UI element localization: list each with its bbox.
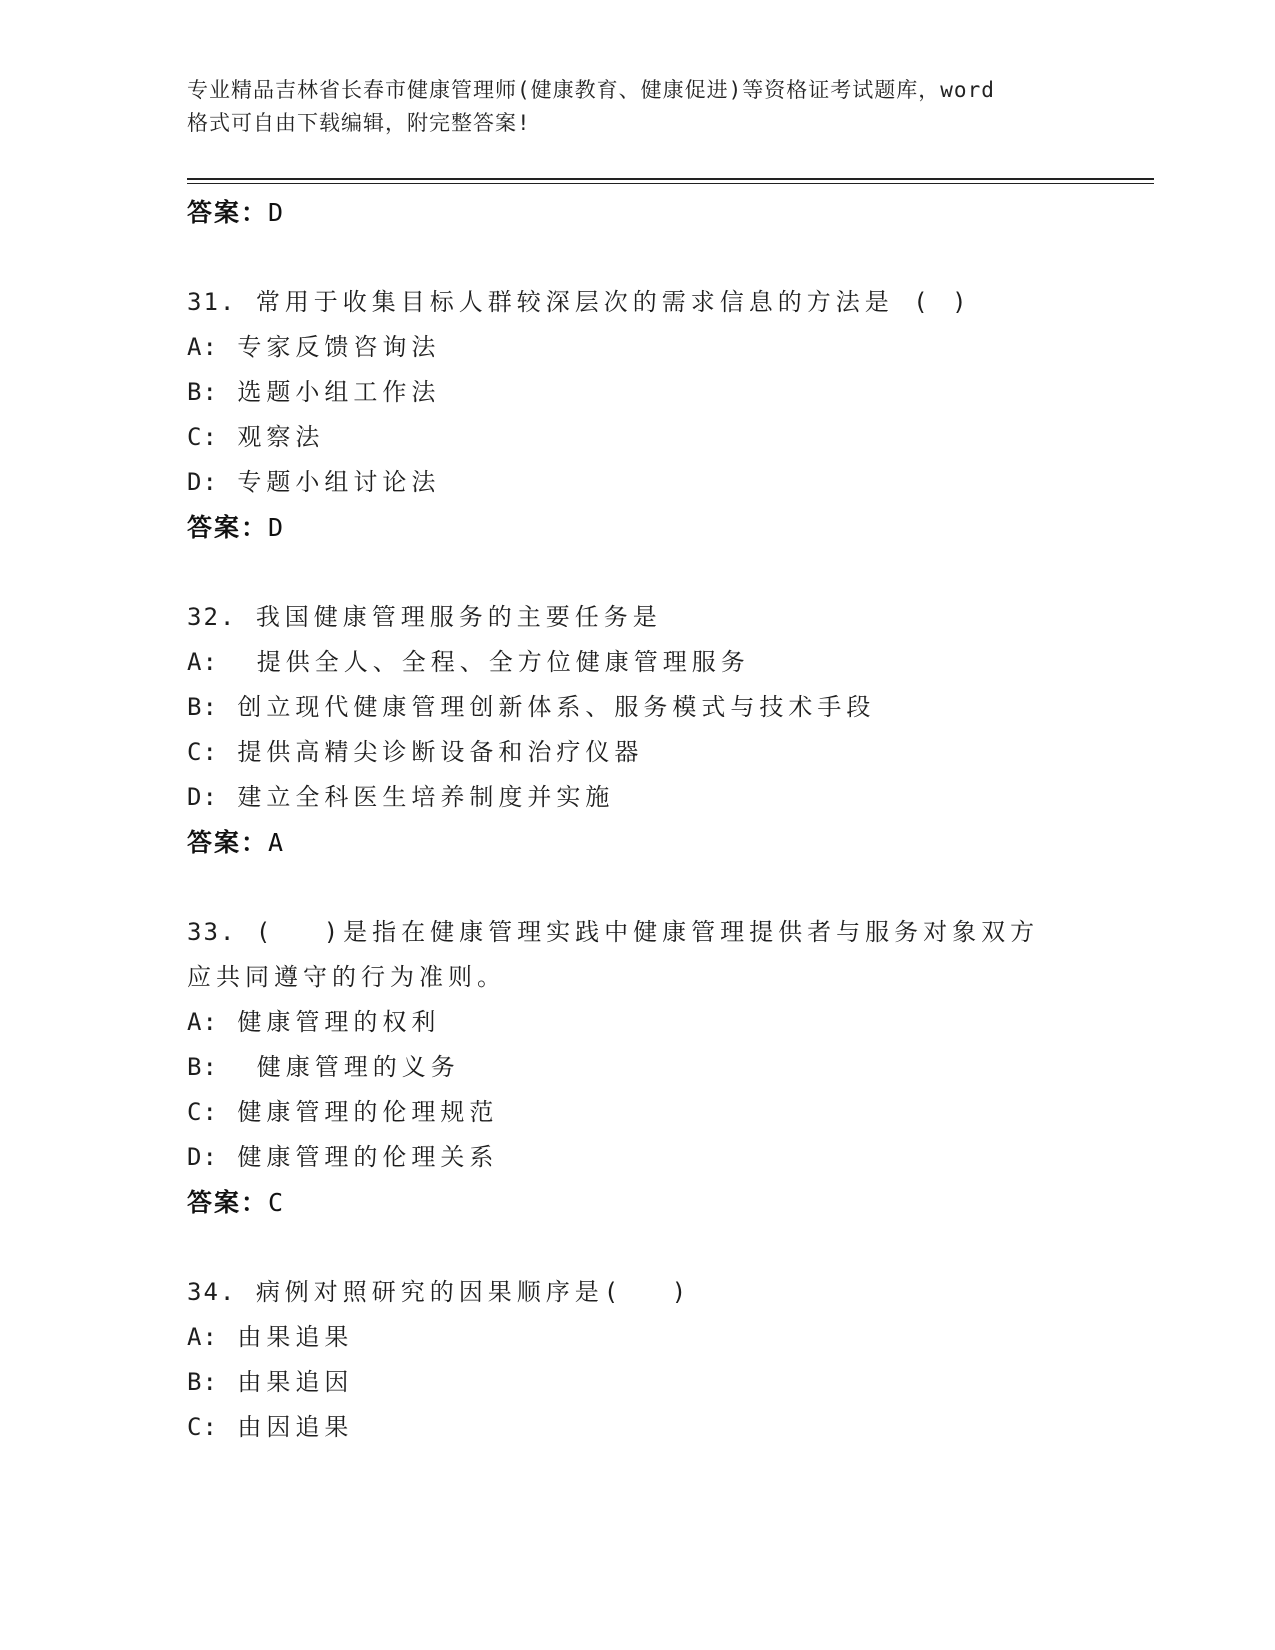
option-text: 选题小组工作法 bbox=[237, 378, 441, 406]
option-c bbox=[187, 1405, 1147, 1450]
option-a bbox=[187, 325, 1147, 370]
question-stem bbox=[187, 1270, 1147, 1315]
question-spacer bbox=[187, 236, 1147, 280]
option-text: 专家反馈咨询法 bbox=[237, 333, 441, 361]
option-key: B: bbox=[187, 693, 218, 721]
answer-value: D bbox=[268, 198, 286, 227]
answer-label: 答案： bbox=[187, 513, 269, 542]
option-c bbox=[187, 415, 1147, 460]
question-spacer bbox=[187, 1226, 1147, 1270]
option-b bbox=[187, 370, 1147, 415]
option-b bbox=[187, 1360, 1147, 1405]
question-number: 34. bbox=[187, 1278, 237, 1306]
answer-value: D bbox=[268, 513, 286, 542]
option-b bbox=[187, 1045, 1147, 1090]
option-key: C: bbox=[187, 1413, 218, 1441]
option-key: C: bbox=[187, 738, 218, 766]
question-list bbox=[187, 190, 1147, 1450]
option-d bbox=[187, 1135, 1147, 1180]
header-divider-thin bbox=[187, 183, 1154, 184]
option-a bbox=[187, 640, 1147, 685]
option-key: D: bbox=[187, 783, 218, 811]
answer-label: 答案： bbox=[187, 1188, 269, 1217]
question-stem bbox=[187, 910, 1047, 1000]
option-key: B: bbox=[187, 1368, 218, 1396]
question-spacer bbox=[187, 551, 1147, 595]
question-spacer bbox=[187, 866, 1147, 910]
option-text: 由果追果 bbox=[237, 1323, 354, 1351]
header-divider-thick bbox=[187, 178, 1154, 180]
option-a bbox=[187, 1000, 1147, 1045]
header-line-2: 格式可自由下载编辑，附完整答案! bbox=[187, 111, 531, 135]
option-d bbox=[187, 775, 1147, 820]
option-text: 由果追因 bbox=[237, 1368, 354, 1396]
option-b bbox=[187, 685, 1147, 730]
header-line-1: 专业精品吉林省长春市健康管理师(健康教育、健康促进)等资格证考试题库，word bbox=[187, 78, 995, 102]
option-key: C: bbox=[187, 1098, 218, 1126]
option-d bbox=[187, 460, 1147, 505]
option-c bbox=[187, 730, 1147, 775]
option-c bbox=[187, 1090, 1147, 1135]
option-text: 由因追果 bbox=[237, 1413, 354, 1441]
option-text: 健康管理的义务 bbox=[237, 1053, 460, 1081]
answer-label: 答案： bbox=[187, 198, 269, 227]
question-block-33 bbox=[187, 910, 1147, 1226]
question-text: 我国健康管理服务的主要任务是 bbox=[255, 603, 662, 631]
option-text: 提供高精尖诊断设备和治疗仪器 bbox=[237, 738, 644, 766]
question-block-31 bbox=[187, 280, 1147, 551]
question-block-32 bbox=[187, 595, 1147, 866]
option-text: 创立现代健康管理创新体系、服务模式与技术手段 bbox=[237, 693, 876, 721]
question-number: 32. bbox=[187, 603, 237, 631]
answer-line bbox=[187, 1180, 1147, 1226]
option-text: 观察法 bbox=[237, 423, 325, 451]
option-key: B: bbox=[187, 1053, 218, 1081]
question-text: ( )是指在健康管理实践中健康管理提供者与服务对象双方应共同遵守的行为准则。 bbox=[187, 918, 1040, 991]
answer-label: 答案： bbox=[187, 828, 269, 857]
option-key: C: bbox=[187, 423, 218, 451]
answer-line bbox=[187, 820, 1147, 866]
question-text: 常用于收集目标人群较深层次的需求信息的方法是 ( ) bbox=[255, 288, 972, 316]
option-key: D: bbox=[187, 468, 218, 496]
option-text: 健康管理的伦理规范 bbox=[237, 1098, 499, 1126]
question-text: 病例对照研究的因果顺序是( ) bbox=[255, 1278, 692, 1306]
option-text: 建立全科医生培养制度并实施 bbox=[237, 783, 615, 811]
answer-value: A bbox=[268, 828, 286, 857]
answer-value: C bbox=[268, 1188, 286, 1217]
option-text: 专题小组讨论法 bbox=[237, 468, 441, 496]
question-stem bbox=[187, 595, 1147, 640]
option-key: D: bbox=[187, 1143, 218, 1171]
option-key: A: bbox=[187, 1323, 218, 1351]
page-header bbox=[187, 74, 1107, 140]
question-number: 33. bbox=[187, 918, 237, 946]
option-key: A: bbox=[187, 1008, 218, 1036]
option-text: 提供全人、全程、全方位健康管理服务 bbox=[237, 648, 750, 676]
answer-line bbox=[187, 505, 1147, 551]
question-stem bbox=[187, 280, 1147, 325]
option-text: 健康管理的伦理关系 bbox=[237, 1143, 499, 1171]
question-block-34 bbox=[187, 1270, 1147, 1450]
option-key: A: bbox=[187, 333, 218, 361]
option-key: B: bbox=[187, 378, 218, 406]
option-key: A: bbox=[187, 648, 218, 676]
option-text: 健康管理的权利 bbox=[237, 1008, 441, 1036]
question-number: 31. bbox=[187, 288, 237, 316]
option-a bbox=[187, 1315, 1147, 1360]
answer-line bbox=[187, 190, 1147, 236]
